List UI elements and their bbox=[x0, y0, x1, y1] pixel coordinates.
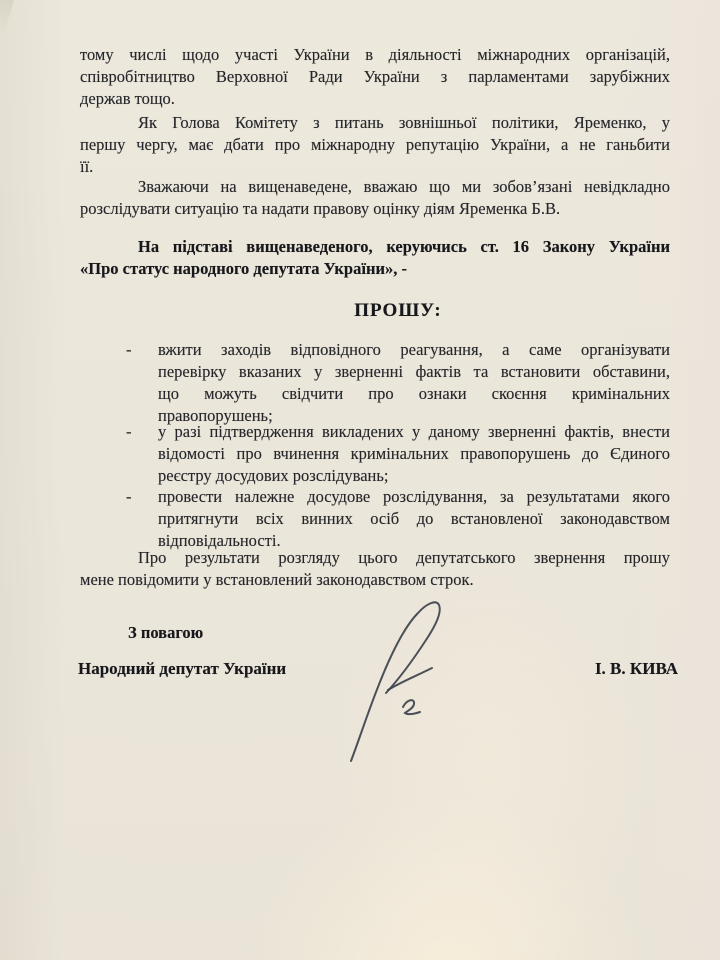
text-line: її. bbox=[80, 157, 94, 176]
text-line: перевірку вказаних у зверненні фактів та встановити обставини, bbox=[158, 362, 670, 381]
regards-line: З повагою bbox=[128, 623, 204, 642]
text-line: співробітництво Верховної Ради України з парламентами зарубіжних bbox=[80, 67, 670, 86]
text-line: На підставі вищенаведеного, керуючись ст. 16 Закону України bbox=[138, 237, 670, 256]
text-line: реєстру досудових розслідувань; bbox=[158, 466, 389, 485]
handwritten-signature bbox=[346, 590, 476, 765]
text-line: притягнути всіх винних осіб до встановленої законодавством bbox=[158, 509, 670, 528]
letter-body bbox=[78, 0, 678, 960]
text-line: вжити заходів відповідного реагування, а саме організувати bbox=[158, 340, 670, 359]
paragraph-legal-basis bbox=[80, 236, 670, 280]
signature-flick-stroke bbox=[388, 668, 432, 690]
text-line: відповідальності. bbox=[158, 531, 281, 550]
list-item bbox=[126, 339, 670, 427]
text-line: першу чергу, має дбати про міжнародну репутацію України, а не ганьбити bbox=[80, 135, 670, 154]
text-line: провести належне досудове розслідування, за результатами якого bbox=[158, 487, 670, 506]
text-line: відомості про вчинення кримінальних правопорушень до Єдиного bbox=[158, 444, 670, 463]
page-corner-fold bbox=[0, 0, 14, 46]
list-item-text bbox=[158, 421, 670, 487]
text-line: Про результати розгляду цього депутатського звернення прошу bbox=[138, 548, 670, 567]
request-heading: ПРОШУ: bbox=[354, 300, 442, 321]
text-line: правопорушень; bbox=[158, 406, 273, 425]
signatory-name: І. В. КИВА bbox=[594, 659, 678, 678]
text-line: Як Голова Комітету з питань зовнішньої політики, Яременко, у bbox=[138, 113, 670, 132]
signature-main-stroke bbox=[351, 602, 440, 761]
list-item-text bbox=[158, 486, 670, 552]
text-line: Зважаючи на вищенаведене, вважаю що ми зобов’язані невідкладно bbox=[138, 177, 670, 196]
text-line: тому числі щодо участі України в діяльності міжнародних організацій, bbox=[80, 45, 670, 64]
bullet-marker: - bbox=[126, 487, 132, 506]
signature-squiggle-stroke bbox=[403, 700, 420, 714]
text-line: мене повідомити у встановлений законодавством строк. bbox=[80, 570, 474, 589]
bullet-marker: - bbox=[126, 422, 132, 441]
list-item-text bbox=[158, 339, 670, 427]
list-item bbox=[126, 421, 670, 487]
text-line: у разі підтвердження викладених у даному зверненні фактів, внести bbox=[158, 422, 670, 441]
paragraph-continuation bbox=[80, 44, 670, 110]
text-line: розслідувати ситуацію та надати правову оцінку діям Яременка Б.В. bbox=[80, 199, 561, 218]
paragraph-obligation bbox=[80, 176, 670, 220]
bullet-marker: - bbox=[126, 340, 132, 359]
list-item bbox=[126, 486, 670, 552]
text-line: що можуть свідчити про ознаки скоєння кримінальних bbox=[158, 384, 670, 403]
text-line: «Про статус народного депутата України», - bbox=[80, 259, 407, 278]
signatory-title: Народний депутат України bbox=[78, 659, 287, 678]
text-line: держав тощо. bbox=[80, 89, 175, 108]
paragraph-closing bbox=[80, 547, 670, 591]
paragraph-committee-head bbox=[80, 112, 670, 178]
